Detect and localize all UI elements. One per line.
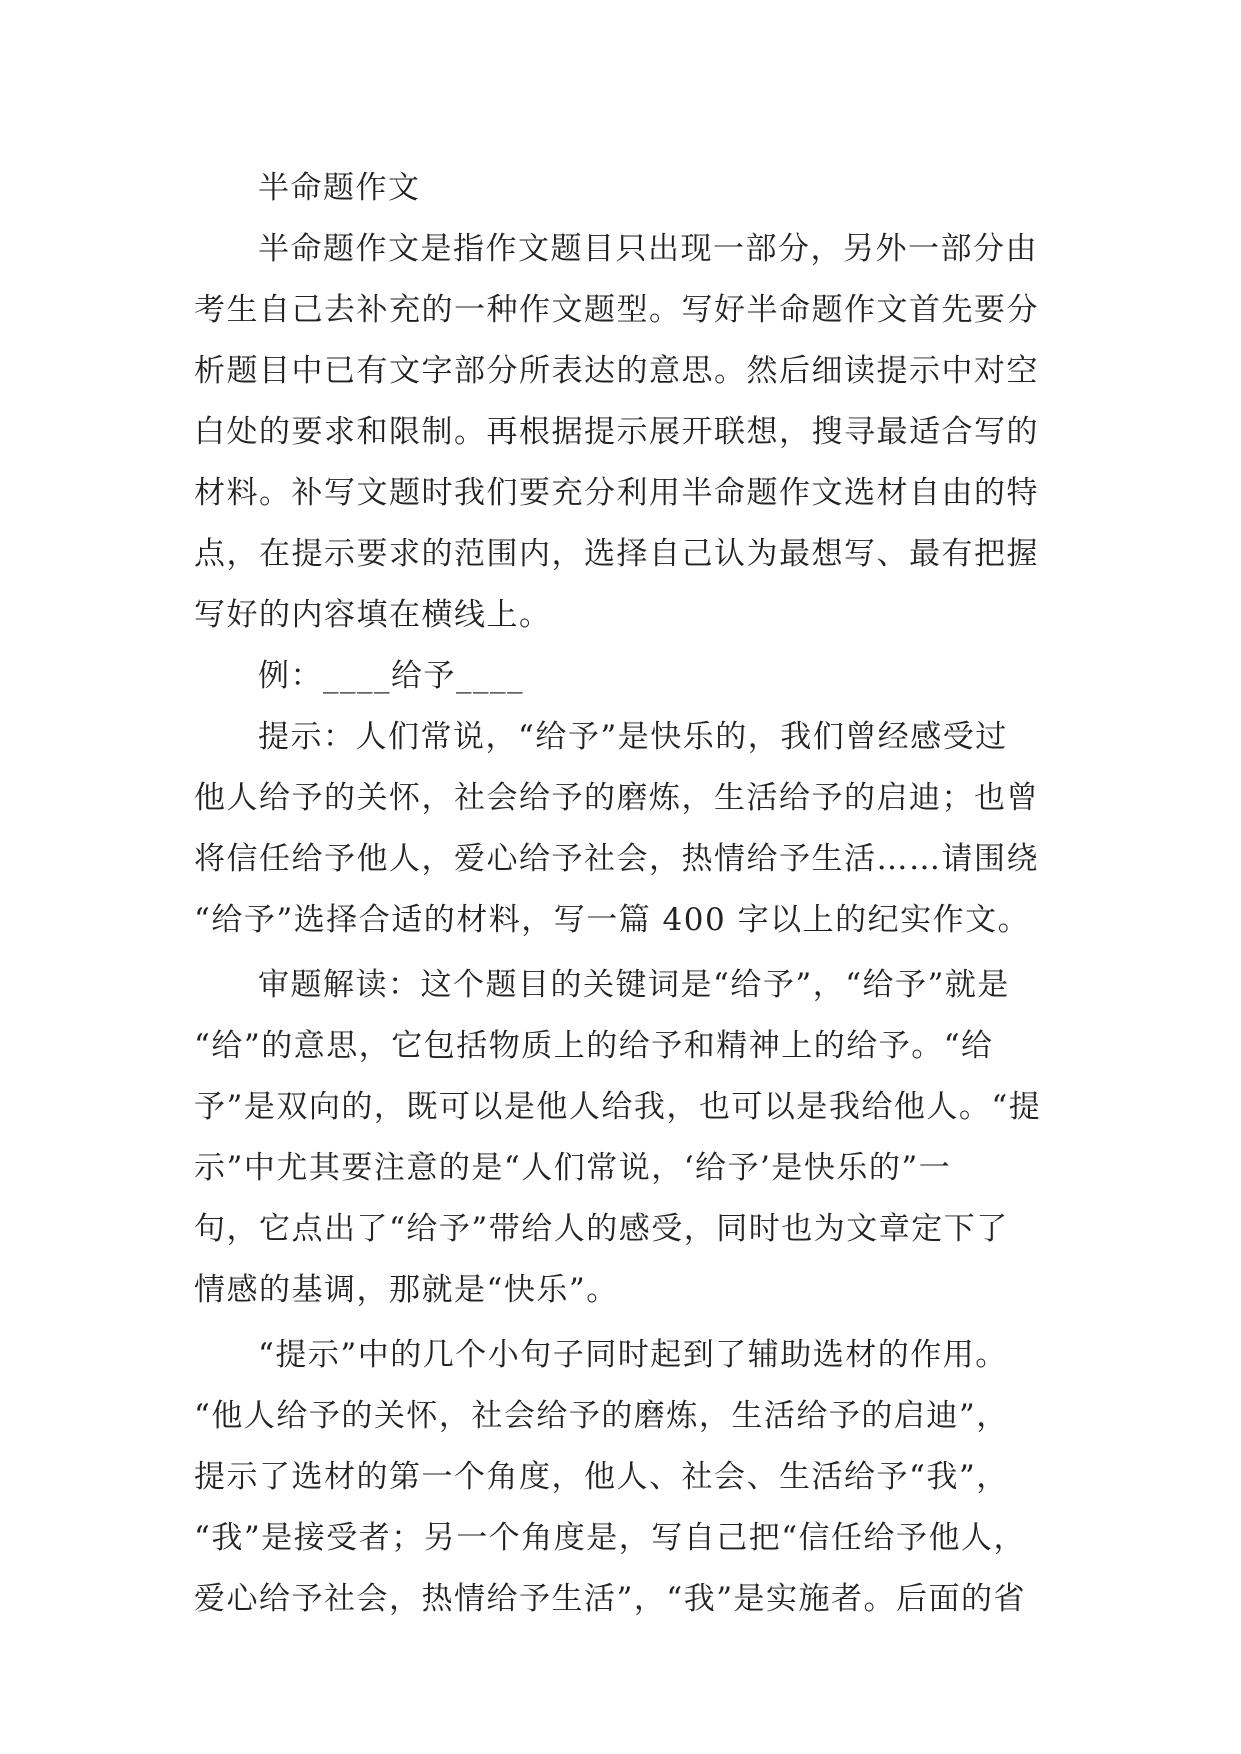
text-line: 点，在提示要求的范围内，选择自己认为最想写、最有把握	[194, 536, 1039, 572]
text-line: 予”是双向的，既可以是他人给我，也可以是我给他人。“提	[194, 1089, 1042, 1125]
text-line: 句，它点出了“给予”带给人的感受，同时也为文章定下了	[194, 1211, 1009, 1247]
text-line: 提示了选材的第一个角度，他人、社会、生活给予“我”，	[194, 1459, 1009, 1495]
text-line: 将信任给予他人，爱心给予社会，热情给予生活……请围绕	[194, 841, 1039, 877]
text-line: 示”中尤其要注意的是“人们常说，‘给予’是快乐的”一	[194, 1150, 952, 1186]
paragraph-analysis	[194, 955, 1064, 1321]
text-line: 考生自己去补充的一种作文题型。写好半命题作文首先要分	[194, 292, 1039, 328]
text-line: 半命题作文是指作文题目只出现一部分，另外一部分由	[258, 231, 1038, 267]
text-line: 析题目中已有文字部分所表达的意思。然后细读提示中对空	[194, 353, 1039, 389]
text-line: “给”的意思，它包括物质上的给予和精神上的给予。“给	[194, 1028, 994, 1064]
text-line: 情感的基调，那就是“快乐”。	[194, 1272, 619, 1308]
text-line: “提示”中的几个小句子同时起到了辅助选材的作用。	[258, 1337, 1008, 1373]
text-line: 爱心给予社会，热情给予生活”，“我”是实施者。后面的省	[194, 1581, 1027, 1617]
text-line: 材料。补写文题时我们要充分利用半命题作文选材自由的特	[194, 475, 1039, 511]
text-line: 他人给予的关怀，社会给予的磨炼，生活给予的启迪；也曾	[194, 780, 1039, 816]
text-line: 白处的要求和限制。再根据提示展开联想，搜寻最适合写的	[194, 414, 1039, 450]
paragraph-material	[194, 1325, 1064, 1630]
text-line: “我”是接受者；另一个角度是，写自己把“信任给予他人，	[194, 1520, 1027, 1556]
example-title: 例：____给予____	[258, 658, 524, 694]
text-line: 提示：人们常说，“给予”是快乐的，我们曾经感受过	[258, 719, 1008, 755]
paragraph-hint	[194, 707, 1064, 951]
paragraph-definition	[194, 219, 1064, 646]
document-title: 半命题作文	[258, 170, 421, 206]
text-line: 审题解读：这个题目的关键词是“给予”，“给予”就是	[258, 967, 1010, 1003]
text-line: “给予”选择合适的材料，写一篇 400 字以上的纪实作文。	[194, 902, 1031, 938]
text-line: 写好的内容填在横线上。	[194, 597, 552, 633]
document-body	[194, 158, 1064, 1630]
text-line: “他人给予的关怀，社会给予的磨炼，生活给予的启迪”，	[194, 1398, 1009, 1434]
